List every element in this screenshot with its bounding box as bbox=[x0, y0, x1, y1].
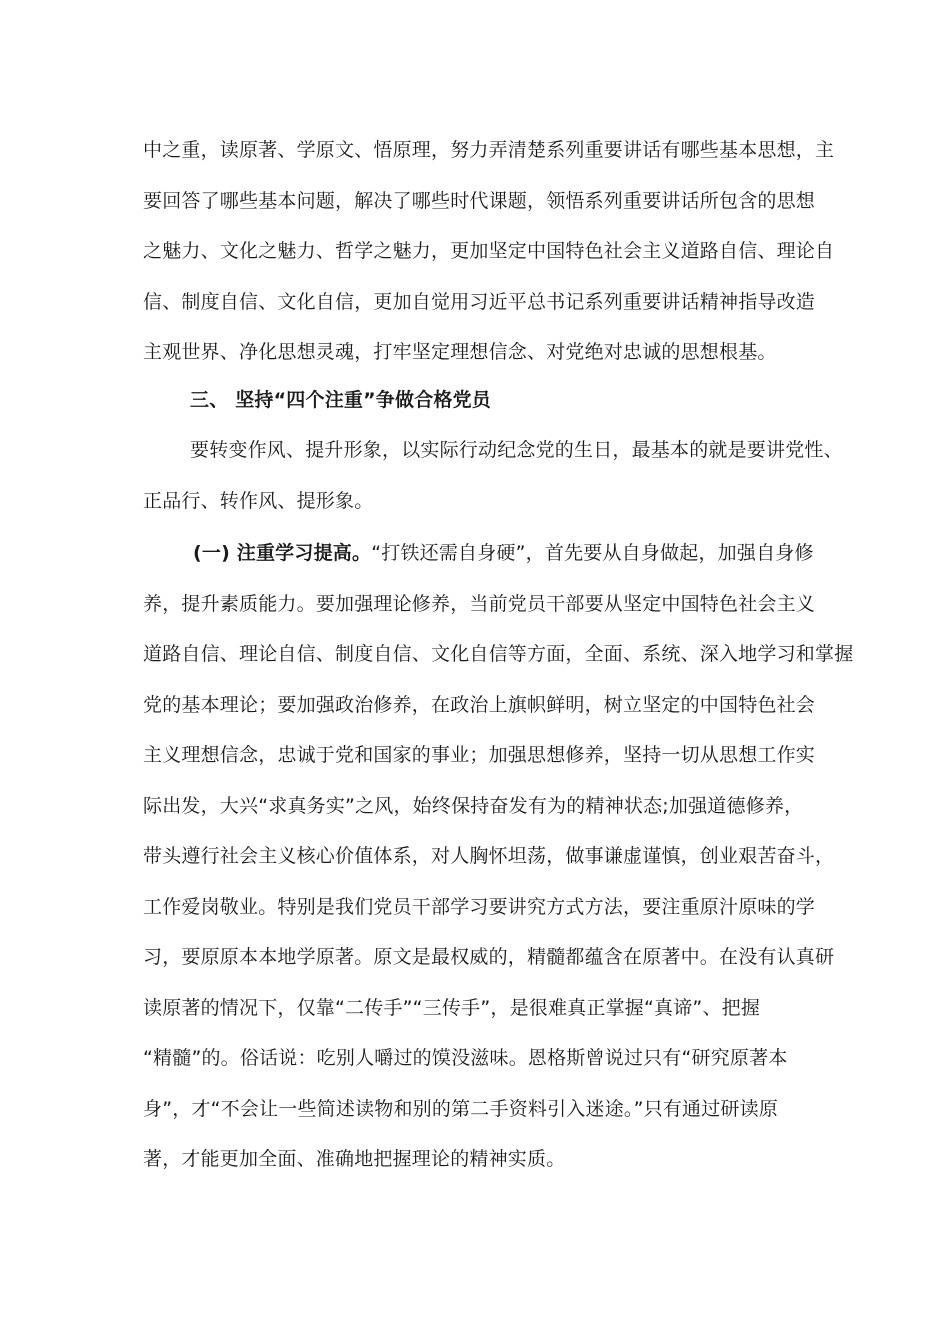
paragraph-line-rest: “打铁还需自身硬”，首先要从自身做起，加强自身修 bbox=[371, 542, 814, 564]
section-heading-block bbox=[143, 375, 815, 426]
subsection-title: (一) 注重学习提高。 bbox=[193, 542, 372, 564]
subsection-paragraph bbox=[143, 528, 854, 1185]
paragraph-line: 要转变作风、提升形象，以实际行动纪念党的生日，最基本的就是要讲党性、 bbox=[190, 439, 843, 461]
paragraph-line: 信、制度自信、文化自信，更加自觉用习近平总书记系列重要讲话精神指导改造 bbox=[143, 290, 816, 313]
paragraph-line: 主观世界、净化思想灵魂，打牢坚定理想信念、对党绝对忠诚的思想根基。 bbox=[143, 341, 777, 363]
paragraph-line: 习，要原原本本地学原著。原文是最权威的，精髓都蕴含在原著中。在没有认真研 bbox=[143, 946, 835, 968]
paragraph-line: 之魅力、文化之魅力、哲学之魅力，更加坚定中国特色社会主义道路自信、理论自 bbox=[143, 240, 835, 262]
paragraph-line: 主义理想信念，忠诚于党和国家的事业；加强思想修养，坚持一切从思想工作实 bbox=[143, 744, 816, 766]
paragraph-line: 要回答了哪些基本问题，解决了哪些时代课题，领悟系列重要讲话所包含的思想 bbox=[143, 189, 816, 212]
paragraph-line: 著，才能更加全面、准确地把握理论的精神实质。 bbox=[143, 1148, 566, 1170]
paragraph-line: 带头遵行社会主义核心价值体系，对人胸怀坦荡，做事谦虚谨慎，创业艰苦奋斗， bbox=[143, 845, 835, 867]
intro-paragraph bbox=[143, 125, 835, 378]
paragraph-line: 际出发，大兴“求真务实”之风，始终保持奋发有为的精神状态;加强道德修养， bbox=[143, 794, 804, 817]
paragraph-line: “精髓”的。俗话说：吃别人嚼过的馍没滋味。恩格斯曾说过只有“研究原著本 bbox=[143, 1047, 788, 1069]
paragraph-line: 读原著的情况下，仅靠“二传手”“三传手”，是很难真正掌握“真谛”、把握 bbox=[143, 996, 761, 1019]
paragraph-line: 党的基本理论；要加强政治修养，在政治上旗帜鲜明，树立坚定的中国特色社会 bbox=[143, 693, 816, 716]
paragraph-line: 正品行、转作风、提形象。 bbox=[143, 489, 374, 512]
section-intro-paragraph bbox=[143, 425, 843, 526]
paragraph-line: 养，提升素质能力。要加强理论修养，当前党员干部要从坚定中国特色社会主义 bbox=[143, 592, 816, 615]
paragraph-line: 道路自信、理论自信、制度自信、文化自信等方面，全面、系统、深入地学习和掌握 bbox=[143, 643, 854, 665]
section-heading: 三、 坚持“四个注重”争做合格党员 bbox=[190, 389, 491, 411]
paragraph-line: 工作爱岗敬业。特别是我们党员干部学习要讲究方式方法，要注重原汁原味的学 bbox=[143, 895, 816, 918]
paragraph-line: 中之重，读原著、学原文、悟原理，努力弄清楚系列重要讲话有哪些基本思想，主 bbox=[143, 139, 835, 161]
paragraph-line: 身”，才“不会让一些简述读物和别的第二手资料引入迷途。”只有通过研读原 bbox=[143, 1097, 779, 1120]
paragraph-first-line bbox=[143, 528, 815, 579]
